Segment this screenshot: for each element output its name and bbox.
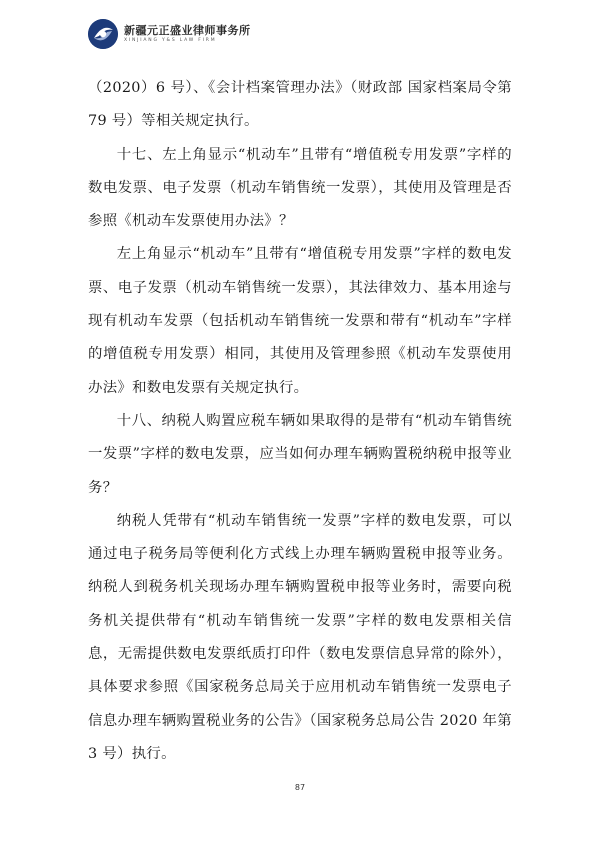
question-18: 十八、纳税人购置应税车辆如果取得的是带有“机动车销售统一发票”字样的数电发票，应当如何办理车辆购置税纳税申报等业务？ — [88, 412, 512, 496]
answer-17: 左上角显示“机动车”且带有“增值税专用发票”字样的数电发票、电子发票（机动车销售统一发票），其法律效力、基本用途与现有机动车发票（包括机动车销售统一发票和带有“机动车”字样的增值税专用发票）相同，其使用及管理参照《机动车发票使用办法》和数电发票有关规定执行。 — [88, 246, 512, 396]
firm-name-cn: 新疆元正盛业律师事务所 — [124, 23, 251, 37]
page-header — [88, 14, 251, 54]
firm-name-en: XINJIANG Y&S LAW FIRM — [124, 37, 217, 43]
paragraph-continuation: （2020）6 号）、《会计档案管理办法》（财政部 国家档案局令第 79 号）等相关规定执行。 — [88, 80, 512, 130]
page-number: 87 — [294, 783, 306, 792]
firm-logo-icon — [88, 19, 118, 49]
answer-18: 纳税人凭带有“机动车销售统一发票”字样的数电发票，可以通过电子税务局等便利化方式线上办理车辆购置税申报等业务。纳税人到税务机关现场办理车辆购置税申报等业务时，需要向税务机关提供带有“机动车销售统一发票”字样的数电发票相关信息，无需提供数电发票纸质打印件（数电发票信息异常的除外），具体要求参照《国家税务总局关于应用机动车销售统一发票电子信息办理车辆购置税业务的公告》（国家税务总局公告 2020 年第 3 号）执行。 — [88, 512, 512, 762]
document-body — [88, 72, 512, 771]
question-17: 十七、左上角显示“机动车”且带有“增值税专用发票”字样的数电发票、电子发票（机动车销售统一发票），其使用及管理是否参照《机动车发票使用办法》？ — [88, 146, 512, 230]
